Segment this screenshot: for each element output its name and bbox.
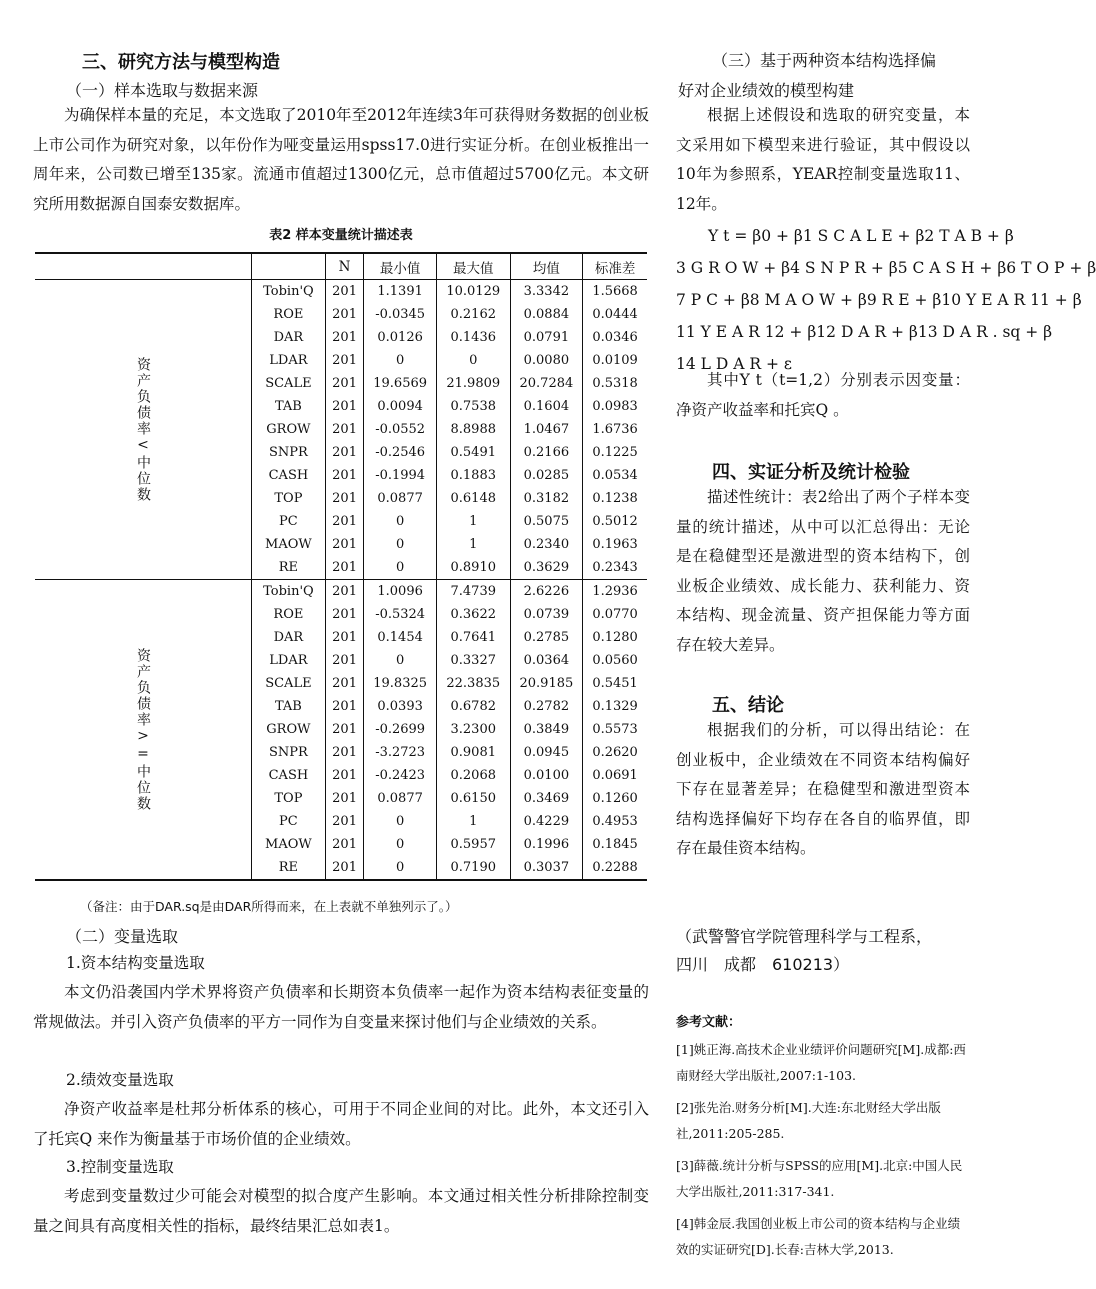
cell-mean: 20.7284 [510,372,583,395]
cell-std: 0.5451 [583,672,647,695]
cell-variable: SCALE [252,672,326,695]
cell-variable: RE [252,556,326,580]
cell-min: 0.0094 [364,395,437,418]
item-3-text: 考虑到变量数过少可能会对模型的拟合度产生影响。本文通过相关性分析排除控制变量之间具有高度相关性的指标，最终结果汇总如表1。 [33,1187,649,1235]
cell-mean: 0.0100 [510,764,583,787]
cell-n: 201 [325,672,364,695]
cell-mean: 0.0791 [510,326,583,349]
table-body [35,280,647,881]
header-blank-1 [35,253,252,280]
cell-variable: DAR [252,326,326,349]
cell-variable: MAOW [252,833,326,856]
cell-n: 201 [325,280,364,304]
cell-mean: 0.1604 [510,395,583,418]
cell-max: 0.6150 [436,787,510,810]
cell-min: -0.5324 [364,603,437,626]
reference-item-1: [1]姚正海.高技术企业业绩评价问题研究[M].成都:西南财经大学出版社,2007:1-103. [676,1042,966,1083]
cell-variable: TOP [252,787,326,810]
cell-mean: 0.4229 [510,810,583,833]
cell-min: 0.0126 [364,326,437,349]
cell-variable: ROE [252,303,326,326]
cell-min: -0.0552 [364,418,437,441]
cell-variable: LDAR [252,649,326,672]
item-1-text: 本文仍沿袭国内学术界将资产负债率和长期资本负债率一起作为资本结构表征变量的常规做法。并引入资产负债率的平方一同作为自变量来探讨他们与企业绩效的关系。 [33,983,649,1031]
cell-min: -0.1994 [364,464,437,487]
cell-std: 1.6736 [583,418,647,441]
formula-line-2: 3 G R O W + β4 S N P R + β5 C A S H + β6 T O P + β [676,259,1096,277]
formula-line-5: 14 L D A R + ε [676,355,792,373]
cell-std: 1.2936 [583,580,647,604]
cell-max: 0.6782 [436,695,510,718]
cell-min: 0.1454 [364,626,437,649]
cell-mean: 3.3342 [510,280,583,304]
cell-mean: 0.3629 [510,556,583,580]
table-caption: 表2 样本变量统计描述表 [269,228,413,243]
cell-mean: 0.3037 [510,856,583,880]
cell-std: 0.2288 [583,856,647,880]
cell-min: 0.0393 [364,695,437,718]
cell-mean: 0.0364 [510,649,583,672]
paragraph-model: 根据上述假设和选取的研究变量，本文采用如下模型来进行验证，其中假设以10年为参照系，YEAR控制变量选取11、12年。 [676,106,970,213]
cell-std: 0.1845 [583,833,647,856]
cell-std: 0.1280 [583,626,647,649]
cell-max: 7.4739 [436,580,510,604]
cell-mean: 0.0080 [510,349,583,372]
cell-n: 201 [325,303,364,326]
cell-mean: 20.9185 [510,672,583,695]
cell-mean: 0.2166 [510,441,583,464]
cell-variable: Tobin'Q [252,580,326,604]
cell-min: 0.0877 [364,787,437,810]
cell-n: 201 [325,487,364,510]
cell-min: -0.2699 [364,718,437,741]
cell-variable: PC [252,510,326,533]
cell-max: 1 [436,810,510,833]
cell-min: 0 [364,856,437,880]
paragraph-descriptive: 描述性统计：表2给出了两个子样本变量的统计描述，从中可以汇总得出：无论是在稳健型还是激进型的资本结构下，创业板企业绩效、成长能力、获利能力、资本结构、现金流量、资产担保能力等方面存在较大差异。 [676,488,970,654]
cell-mean: 0.0884 [510,303,583,326]
cell-max: 0.2162 [436,303,510,326]
cell-std: 0.1260 [583,787,647,810]
cell-std: 0.2620 [583,741,647,764]
cell-mean: 0.1996 [510,833,583,856]
cell-std: 0.1963 [583,533,647,556]
cell-min: -0.2546 [364,441,437,464]
cell-n: 201 [325,764,364,787]
cell-std: 0.0983 [583,395,647,418]
cell-n: 201 [325,626,364,649]
header-mean: 均值 [510,253,583,280]
cell-max: 0.7538 [436,395,510,418]
cell-variable: CASH [252,464,326,487]
cell-std: 0.1238 [583,487,647,510]
cell-n: 201 [325,441,364,464]
cell-mean: 0.2340 [510,533,583,556]
cell-n: 201 [325,533,364,556]
cell-std: 0.0109 [583,349,647,372]
cell-variable: SNPR [252,441,326,464]
cell-n: 201 [325,695,364,718]
cell-max: 8.8988 [436,418,510,441]
cell-max: 0.8910 [436,556,510,580]
cell-min: 0 [364,510,437,533]
cell-max: 0.7190 [436,856,510,880]
item-2-text: 净资产收益率是杜邦分析体系的核心，可用于不同企业间的对比。此外，本文还引入了托宾Q 来作为衡量基于市场价值的企业绩效。 [33,1100,649,1148]
cell-max: 1 [436,533,510,556]
cell-max: 10.0129 [436,280,510,304]
cell-max: 21.9809 [436,372,510,395]
references-list [676,1037,970,1263]
cell-n: 201 [325,856,364,880]
formula-line-3: 7 P C + β8 M A O W + β9 R E + β10 Y E A R 11 + β [676,291,1082,309]
cell-variable: GROW [252,418,326,441]
cell-min: 0 [364,533,437,556]
cell-max: 22.3835 [436,672,510,695]
subsection-3-title-line1: （三）基于两种资本结构选择偏 [712,51,937,70]
cell-variable: PC [252,810,326,833]
cell-std: 0.0770 [583,603,647,626]
cell-mean: 0.5075 [510,510,583,533]
group-1-label: 资产负债率<中位数 [35,280,252,580]
cell-max: 0.2068 [436,764,510,787]
cell-n: 201 [325,556,364,580]
regression-formula [676,220,1096,380]
cell-variable: MAOW [252,533,326,556]
cell-min: 1.0096 [364,580,437,604]
cell-mean: 0.2785 [510,626,583,649]
cell-variable: TAB [252,695,326,718]
cell-n: 201 [325,326,364,349]
cell-min: 0 [364,649,437,672]
subsection-2-title: （二）变量选取 [66,927,179,946]
paragraph-dependent-vars: 其中Y t（t=1,2）分别表示因变量：净资产收益率和托宾Q 。 [676,371,970,419]
cell-n: 201 [325,418,364,441]
cell-variable: DAR [252,626,326,649]
reference-item-2: [2]张先治.财务分析[M].大连:东北财经大学出版社,2011:205-285. [676,1100,941,1141]
header-n: N [325,253,364,280]
cell-max: 0.3622 [436,603,510,626]
cell-n: 201 [325,395,364,418]
table-note: （备注：由于DAR.sq是由DAR所得而来，在上表就不单独列示了。） [80,899,458,914]
cell-std: 0.0560 [583,649,647,672]
cell-max: 3.2300 [436,718,510,741]
cell-std: 0.5573 [583,718,647,741]
cell-min: 19.8325 [364,672,437,695]
cell-variable: ROE [252,603,326,626]
cell-std: 0.0444 [583,303,647,326]
affiliation-line1: （武警警官学院管理科学与工程系， [676,927,933,946]
cell-std: 0.4953 [583,810,647,833]
cell-min: 0 [364,810,437,833]
section-4-title: 四、实证分析及统计检验 [712,462,910,483]
section-5-title: 五、结论 [712,695,784,716]
header-max: 最大值 [436,253,510,280]
table-row [35,280,647,304]
cell-max: 0.5957 [436,833,510,856]
cell-min: 1.1391 [364,280,437,304]
references-title: 参考文献： [676,1015,742,1030]
cell-max: 0 [436,349,510,372]
cell-n: 201 [325,372,364,395]
cell-variable: TOP [252,487,326,510]
cell-min: 0 [364,556,437,580]
cell-variable: GROW [252,718,326,741]
table-header-row [35,253,647,280]
cell-variable: SNPR [252,741,326,764]
cell-variable: Tobin'Q [252,280,326,304]
cell-n: 201 [325,810,364,833]
header-std: 标准差 [583,253,647,280]
cell-mean: 0.3849 [510,718,583,741]
table-row [35,580,647,604]
cell-n: 201 [325,718,364,741]
cell-max: 0.1436 [436,326,510,349]
header-blank-2 [252,253,326,280]
cell-std: 0.0534 [583,464,647,487]
cell-max: 0.5491 [436,441,510,464]
descriptive-stats-table [35,252,647,881]
cell-n: 201 [325,603,364,626]
cell-n: 201 [325,741,364,764]
cell-max: 0.7641 [436,626,510,649]
cell-min: -0.0345 [364,303,437,326]
cell-std: 0.1329 [583,695,647,718]
cell-std: 0.1225 [583,441,647,464]
header-min: 最小值 [364,253,437,280]
cell-n: 201 [325,580,364,604]
cell-variable: CASH [252,764,326,787]
cell-variable: LDAR [252,349,326,372]
cell-mean: 2.6226 [510,580,583,604]
reference-item-3: [3]薛薇.统计分析与SPSS的应用[M].北京:中国人民大学出版社,2011:317-341. [676,1158,963,1199]
cell-std: 0.2343 [583,556,647,580]
cell-max: 0.9081 [436,741,510,764]
section-3-title: 三、研究方法与模型构造 [82,52,280,73]
cell-n: 201 [325,464,364,487]
cell-n: 201 [325,787,364,810]
paragraph-sample-selection: 为确保样本量的充足，本文选取了2010年至2012年连续3年可获得财务数据的创业板上市公司作为研究对象，以年份作为哑变量运用spss17.0进行实证分析。在创业板推出一周年来，公司数已增至135家。流通市值超过1300亿元，总市值超过5700亿元。本文研究所用数据源自国泰安数据库。 [33,106,649,213]
affiliation-line2: 四川 成都 610213） [676,955,850,974]
formula-line-4: 11 Y E A R 12 + β12 D A R + β13 D A R . sq + β [676,323,1053,341]
cell-variable: TAB [252,395,326,418]
cell-n: 201 [325,349,364,372]
cell-min: -3.2723 [364,741,437,764]
cell-max: 0.1883 [436,464,510,487]
cell-mean: 0.0945 [510,741,583,764]
cell-std: 0.5318 [583,372,647,395]
formula-line-1: Y t = β0 + β1 S C A L E + β2 T A B + β [708,227,1014,245]
cell-min: 0 [364,833,437,856]
cell-std: 1.5668 [583,280,647,304]
cell-std: 0.5012 [583,510,647,533]
cell-std: 0.0346 [583,326,647,349]
item-3-title: 3.控制变量选取 [66,1158,174,1176]
cell-variable: RE [252,856,326,880]
subsection-1-title: （一）样本选取与数据来源 [66,81,259,100]
cell-mean: 0.2782 [510,695,583,718]
cell-variable: SCALE [252,372,326,395]
cell-mean: 0.3469 [510,787,583,810]
cell-mean: 1.0467 [510,418,583,441]
cell-min: 19.6569 [364,372,437,395]
item-2-title: 2.绩效变量选取 [66,1071,174,1089]
cell-min: 0 [364,349,437,372]
cell-mean: 0.0739 [510,603,583,626]
item-1-title: 1.资本结构变量选取 [66,954,205,972]
cell-mean: 0.3182 [510,487,583,510]
cell-n: 201 [325,833,364,856]
subsection-3-title-line2: 好对企业绩效的模型构建 [678,81,855,100]
cell-min: 0.0877 [364,487,437,510]
cell-n: 201 [325,510,364,533]
group-2-label: 资产负债率>=中位数 [35,580,252,881]
cell-mean: 0.0285 [510,464,583,487]
cell-std: 0.0691 [583,764,647,787]
paragraph-conclusion: 根据我们的分析，可以得出结论：在创业板中，企业绩效在不同资本结构偏好下存在显著差异；在稳健型和激进型资本结构选择偏好下均存在各自的临界值，即存在最佳资本结构。 [676,721,970,857]
cell-max: 1 [436,510,510,533]
cell-max: 0.6148 [436,487,510,510]
cell-min: -0.2423 [364,764,437,787]
cell-max: 0.3327 [436,649,510,672]
reference-item-4: [4]韩金辰.我国创业板上市公司的资本结构与企业绩效的实证研究[D].长春:吉林大学,2013. [676,1216,961,1257]
cell-n: 201 [325,649,364,672]
